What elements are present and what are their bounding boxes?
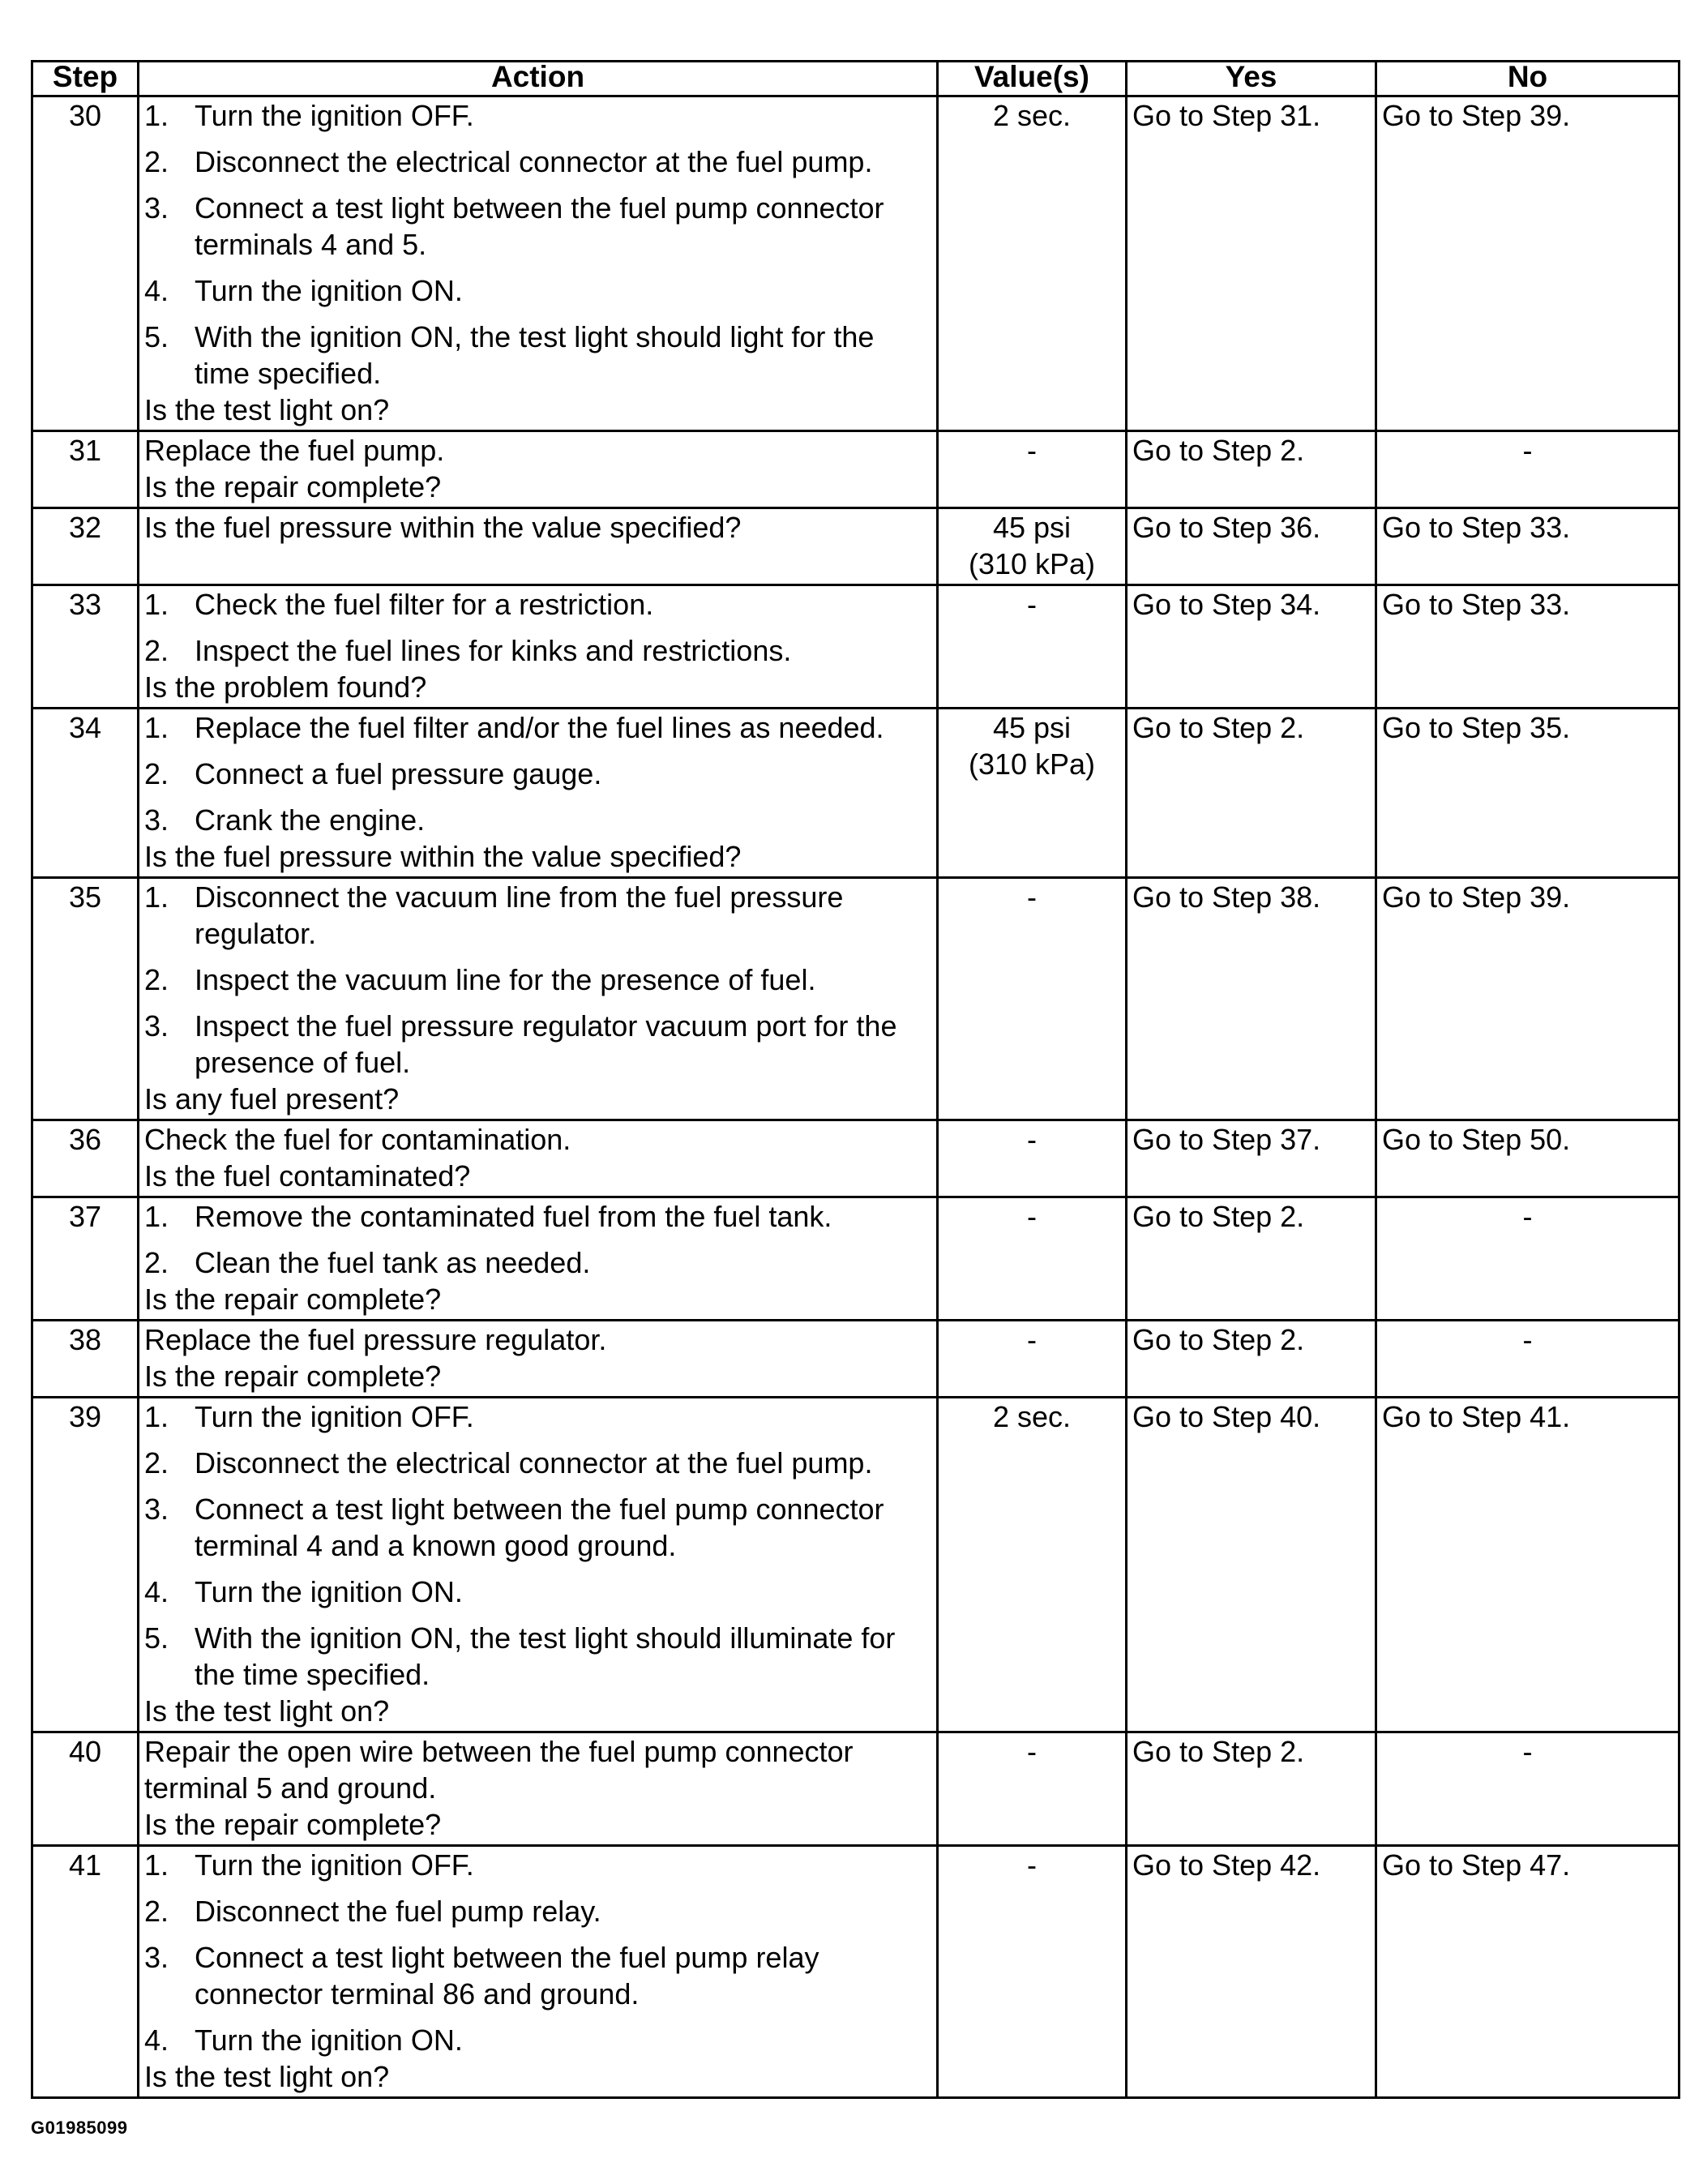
action-item-number: 4. bbox=[144, 2023, 169, 2057]
action-question: Is the fuel pressure within the value specified? bbox=[144, 840, 742, 873]
action-item-number: 5. bbox=[144, 320, 169, 353]
table-row bbox=[32, 96, 1679, 431]
value-cell: - bbox=[938, 1197, 1127, 1321]
yes-cell: Go to Step 2. bbox=[1127, 431, 1376, 508]
action-item-number: 2. bbox=[144, 1446, 169, 1480]
step-cell: 38 bbox=[32, 1321, 139, 1398]
action-text: Repair the open wire between the fuel pump connector terminal 5 and ground. bbox=[144, 1735, 854, 1805]
action-item-text: Disconnect the fuel pump relay. bbox=[195, 1895, 601, 1928]
step-cell: 37 bbox=[32, 1197, 139, 1321]
action-item-number: 2. bbox=[144, 634, 169, 667]
action-item-text: Connect a fuel pressure gauge. bbox=[195, 757, 602, 790]
action-item-number: 2. bbox=[144, 963, 169, 996]
action-cell bbox=[139, 96, 938, 431]
value-cell: 45 psi (310 kPa) bbox=[938, 508, 1127, 585]
yes-cell: Go to Step 2. bbox=[1127, 1321, 1376, 1398]
action-item-text: Disconnect the electrical connector at the fuel pump. bbox=[195, 145, 873, 178]
action-item bbox=[144, 1244, 931, 1281]
action-item bbox=[144, 272, 931, 309]
header-action: Action bbox=[139, 62, 938, 96]
header-no: No bbox=[1376, 62, 1679, 96]
action-item bbox=[144, 879, 931, 952]
action-cell bbox=[139, 709, 938, 878]
no-cell: - bbox=[1376, 1732, 1679, 1846]
action-question: Is the repair complete? bbox=[144, 1360, 442, 1393]
action-item-text: Disconnect the vacuum line from the fuel pressure regulator. bbox=[195, 880, 844, 950]
value-cell: - bbox=[938, 1732, 1127, 1846]
value-cell: 2 sec. bbox=[938, 1398, 1127, 1732]
action-item bbox=[144, 1198, 931, 1235]
header-step: Step bbox=[32, 62, 139, 96]
action-item bbox=[144, 1620, 931, 1693]
action-cell bbox=[139, 1197, 938, 1321]
action-item bbox=[144, 143, 931, 180]
action-cell bbox=[139, 1120, 938, 1197]
table-row bbox=[32, 878, 1679, 1120]
action-item-text: Turn the ignition ON. bbox=[195, 2023, 463, 2057]
action-item bbox=[144, 1939, 931, 2012]
action-item-text: Inspect the fuel pressure regulator vacuum port for the presence of fuel. bbox=[195, 1009, 897, 1079]
step-cell: 35 bbox=[32, 878, 139, 1120]
action-question: Is the problem found? bbox=[144, 670, 427, 704]
action-item-number: 3. bbox=[144, 191, 169, 225]
action-item-number: 1. bbox=[144, 99, 169, 132]
action-text: Is the fuel pressure within the value specified? bbox=[144, 511, 742, 544]
action-item-number: 1. bbox=[144, 880, 169, 914]
action-question: Is the test light on? bbox=[144, 393, 390, 426]
action-item-number: 1. bbox=[144, 711, 169, 744]
action-item bbox=[144, 1008, 931, 1081]
action-question: Is the test light on? bbox=[144, 2060, 390, 2093]
action-item-text: Connect a test light between the fuel pump connector terminals 4 and 5. bbox=[195, 191, 884, 261]
yes-cell: Go to Step 40. bbox=[1127, 1398, 1376, 1732]
step-cell: 39 bbox=[32, 1398, 139, 1732]
action-item-number: 2. bbox=[144, 1895, 169, 1928]
action-item-number: 5. bbox=[144, 1621, 169, 1655]
action-item-number: 2. bbox=[144, 757, 169, 790]
action-cell bbox=[139, 878, 938, 1120]
table-row bbox=[32, 1120, 1679, 1197]
no-cell: Go to Step 39. bbox=[1376, 878, 1679, 1120]
figure-id: G01985099 bbox=[31, 2118, 128, 2138]
yes-cell: Go to Step 38. bbox=[1127, 878, 1376, 1120]
action-item bbox=[144, 2022, 931, 2058]
action-item-text: Connect a test light between the fuel pump connector terminal 4 and a known good ground. bbox=[195, 1492, 884, 1562]
action-item-number: 3. bbox=[144, 1492, 169, 1526]
value-cell: - bbox=[938, 585, 1127, 709]
step-cell: 32 bbox=[32, 508, 139, 585]
table-row bbox=[32, 1846, 1679, 2098]
table-row bbox=[32, 508, 1679, 585]
action-text: Replace the fuel pressure regulator. bbox=[144, 1323, 607, 1356]
action-item-text: Turn the ignition OFF. bbox=[195, 99, 474, 132]
no-cell: Go to Step 33. bbox=[1376, 585, 1679, 709]
action-item bbox=[144, 756, 931, 792]
action-item-number: 3. bbox=[144, 1941, 169, 1974]
action-cell bbox=[139, 1846, 938, 2098]
table-row bbox=[32, 431, 1679, 508]
step-cell: 31 bbox=[32, 431, 139, 508]
no-cell: Go to Step 39. bbox=[1376, 96, 1679, 431]
value-cell: - bbox=[938, 431, 1127, 508]
yes-cell: Go to Step 2. bbox=[1127, 709, 1376, 878]
step-cell: 30 bbox=[32, 96, 139, 431]
action-cell bbox=[139, 585, 938, 709]
header-value: Value(s) bbox=[938, 62, 1127, 96]
action-text: Check the fuel for contamination. bbox=[144, 1123, 571, 1156]
header-row bbox=[32, 62, 1679, 96]
action-item-number: 1. bbox=[144, 1200, 169, 1233]
action-cell bbox=[139, 1398, 938, 1732]
action-item-text: Turn the ignition OFF. bbox=[195, 1848, 474, 1882]
action-item bbox=[144, 961, 931, 998]
step-cell: 40 bbox=[32, 1732, 139, 1846]
action-question: Is the repair complete? bbox=[144, 1283, 442, 1316]
action-cell bbox=[139, 431, 938, 508]
action-cell bbox=[139, 1321, 938, 1398]
yes-cell: Go to Step 31. bbox=[1127, 96, 1376, 431]
no-cell: - bbox=[1376, 1321, 1679, 1398]
action-item-text: Remove the contaminated fuel from the fuel tank. bbox=[195, 1200, 832, 1233]
action-item-text: Turn the ignition OFF. bbox=[195, 1400, 474, 1433]
action-item-number: 3. bbox=[144, 803, 169, 837]
action-item bbox=[144, 1847, 931, 1883]
yes-cell: Go to Step 36. bbox=[1127, 508, 1376, 585]
step-cell: 41 bbox=[32, 1846, 139, 2098]
action-item-text: Check the fuel filter for a restriction. bbox=[195, 588, 654, 621]
action-item-text: Connect a test light between the fuel pump relay connector terminal 86 and ground. bbox=[195, 1941, 819, 2011]
no-cell: Go to Step 33. bbox=[1376, 508, 1679, 585]
action-item-text: Turn the ignition ON. bbox=[195, 1575, 463, 1608]
table-row bbox=[32, 1321, 1679, 1398]
value-cell: - bbox=[938, 878, 1127, 1120]
action-item-number: 4. bbox=[144, 274, 169, 307]
action-item-number: 1. bbox=[144, 588, 169, 621]
action-item bbox=[144, 1445, 931, 1481]
table-row bbox=[32, 1398, 1679, 1732]
action-item-text: With the ignition ON, the test light should light for the time specified. bbox=[195, 320, 875, 390]
action-item bbox=[144, 319, 931, 392]
action-cell bbox=[139, 508, 938, 585]
action-question: Is the repair complete? bbox=[144, 1808, 442, 1841]
action-item-number: 2. bbox=[144, 1246, 169, 1279]
table-row bbox=[32, 585, 1679, 709]
action-item-number: 2. bbox=[144, 145, 169, 178]
no-cell: Go to Step 50. bbox=[1376, 1120, 1679, 1197]
value-cell: 2 sec. bbox=[938, 96, 1127, 431]
action-item-number: 1. bbox=[144, 1400, 169, 1433]
action-item bbox=[144, 802, 931, 838]
action-item-text: Inspect the vacuum line for the presence of fuel. bbox=[195, 963, 816, 996]
action-item-text: Crank the engine. bbox=[195, 803, 426, 837]
action-item bbox=[144, 586, 931, 623]
action-item-number: 1. bbox=[144, 1848, 169, 1882]
action-item-text: Clean the fuel tank as needed. bbox=[195, 1246, 591, 1279]
action-question: Is any fuel present? bbox=[144, 1082, 400, 1116]
yes-cell: Go to Step 42. bbox=[1127, 1846, 1376, 2098]
action-item-text: With the ignition ON, the test light should illuminate for the time specified. bbox=[195, 1621, 896, 1691]
step-cell: 34 bbox=[32, 709, 139, 878]
action-item bbox=[144, 1398, 931, 1435]
diagnostic-table-container bbox=[31, 60, 1678, 2099]
no-cell: Go to Step 47. bbox=[1376, 1846, 1679, 2098]
table-row bbox=[32, 1197, 1679, 1321]
action-item-text: Replace the fuel filter and/or the fuel lines as needed. bbox=[195, 711, 884, 744]
action-item-text: Disconnect the electrical connector at the fuel pump. bbox=[195, 1446, 873, 1480]
action-item bbox=[144, 97, 931, 134]
table-body bbox=[32, 96, 1679, 2098]
action-cell bbox=[139, 1732, 938, 1846]
table-row bbox=[32, 1732, 1679, 1846]
header-yes: Yes bbox=[1127, 62, 1376, 96]
action-question: Is the fuel contaminated? bbox=[144, 1159, 471, 1193]
value-cell: - bbox=[938, 1846, 1127, 2098]
action-question: Is the test light on? bbox=[144, 1694, 390, 1728]
action-item-text: Turn the ignition ON. bbox=[195, 274, 463, 307]
diagnostic-table bbox=[31, 60, 1680, 2099]
step-cell: 33 bbox=[32, 585, 139, 709]
yes-cell: Go to Step 2. bbox=[1127, 1732, 1376, 1846]
action-question: Is the repair complete? bbox=[144, 470, 442, 503]
action-item bbox=[144, 1491, 931, 1564]
table-row bbox=[32, 709, 1679, 878]
action-item-number: 4. bbox=[144, 1575, 169, 1608]
yes-cell: Go to Step 34. bbox=[1127, 585, 1376, 709]
action-item bbox=[144, 1574, 931, 1610]
action-text: Replace the fuel pump. bbox=[144, 434, 445, 467]
action-item bbox=[144, 190, 931, 263]
action-item bbox=[144, 709, 931, 746]
action-item-text: Inspect the fuel lines for kinks and restrictions. bbox=[195, 634, 792, 667]
no-cell: - bbox=[1376, 1197, 1679, 1321]
no-cell: Go to Step 41. bbox=[1376, 1398, 1679, 1732]
action-item bbox=[144, 1893, 931, 1929]
yes-cell: Go to Step 37. bbox=[1127, 1120, 1376, 1197]
yes-cell: Go to Step 2. bbox=[1127, 1197, 1376, 1321]
value-cell: 45 psi (310 kPa) bbox=[938, 709, 1127, 878]
action-item-number: 3. bbox=[144, 1009, 169, 1043]
action-item bbox=[144, 632, 931, 669]
step-cell: 36 bbox=[32, 1120, 139, 1197]
no-cell: Go to Step 35. bbox=[1376, 709, 1679, 878]
value-cell: - bbox=[938, 1120, 1127, 1197]
value-cell: - bbox=[938, 1321, 1127, 1398]
no-cell: - bbox=[1376, 431, 1679, 508]
